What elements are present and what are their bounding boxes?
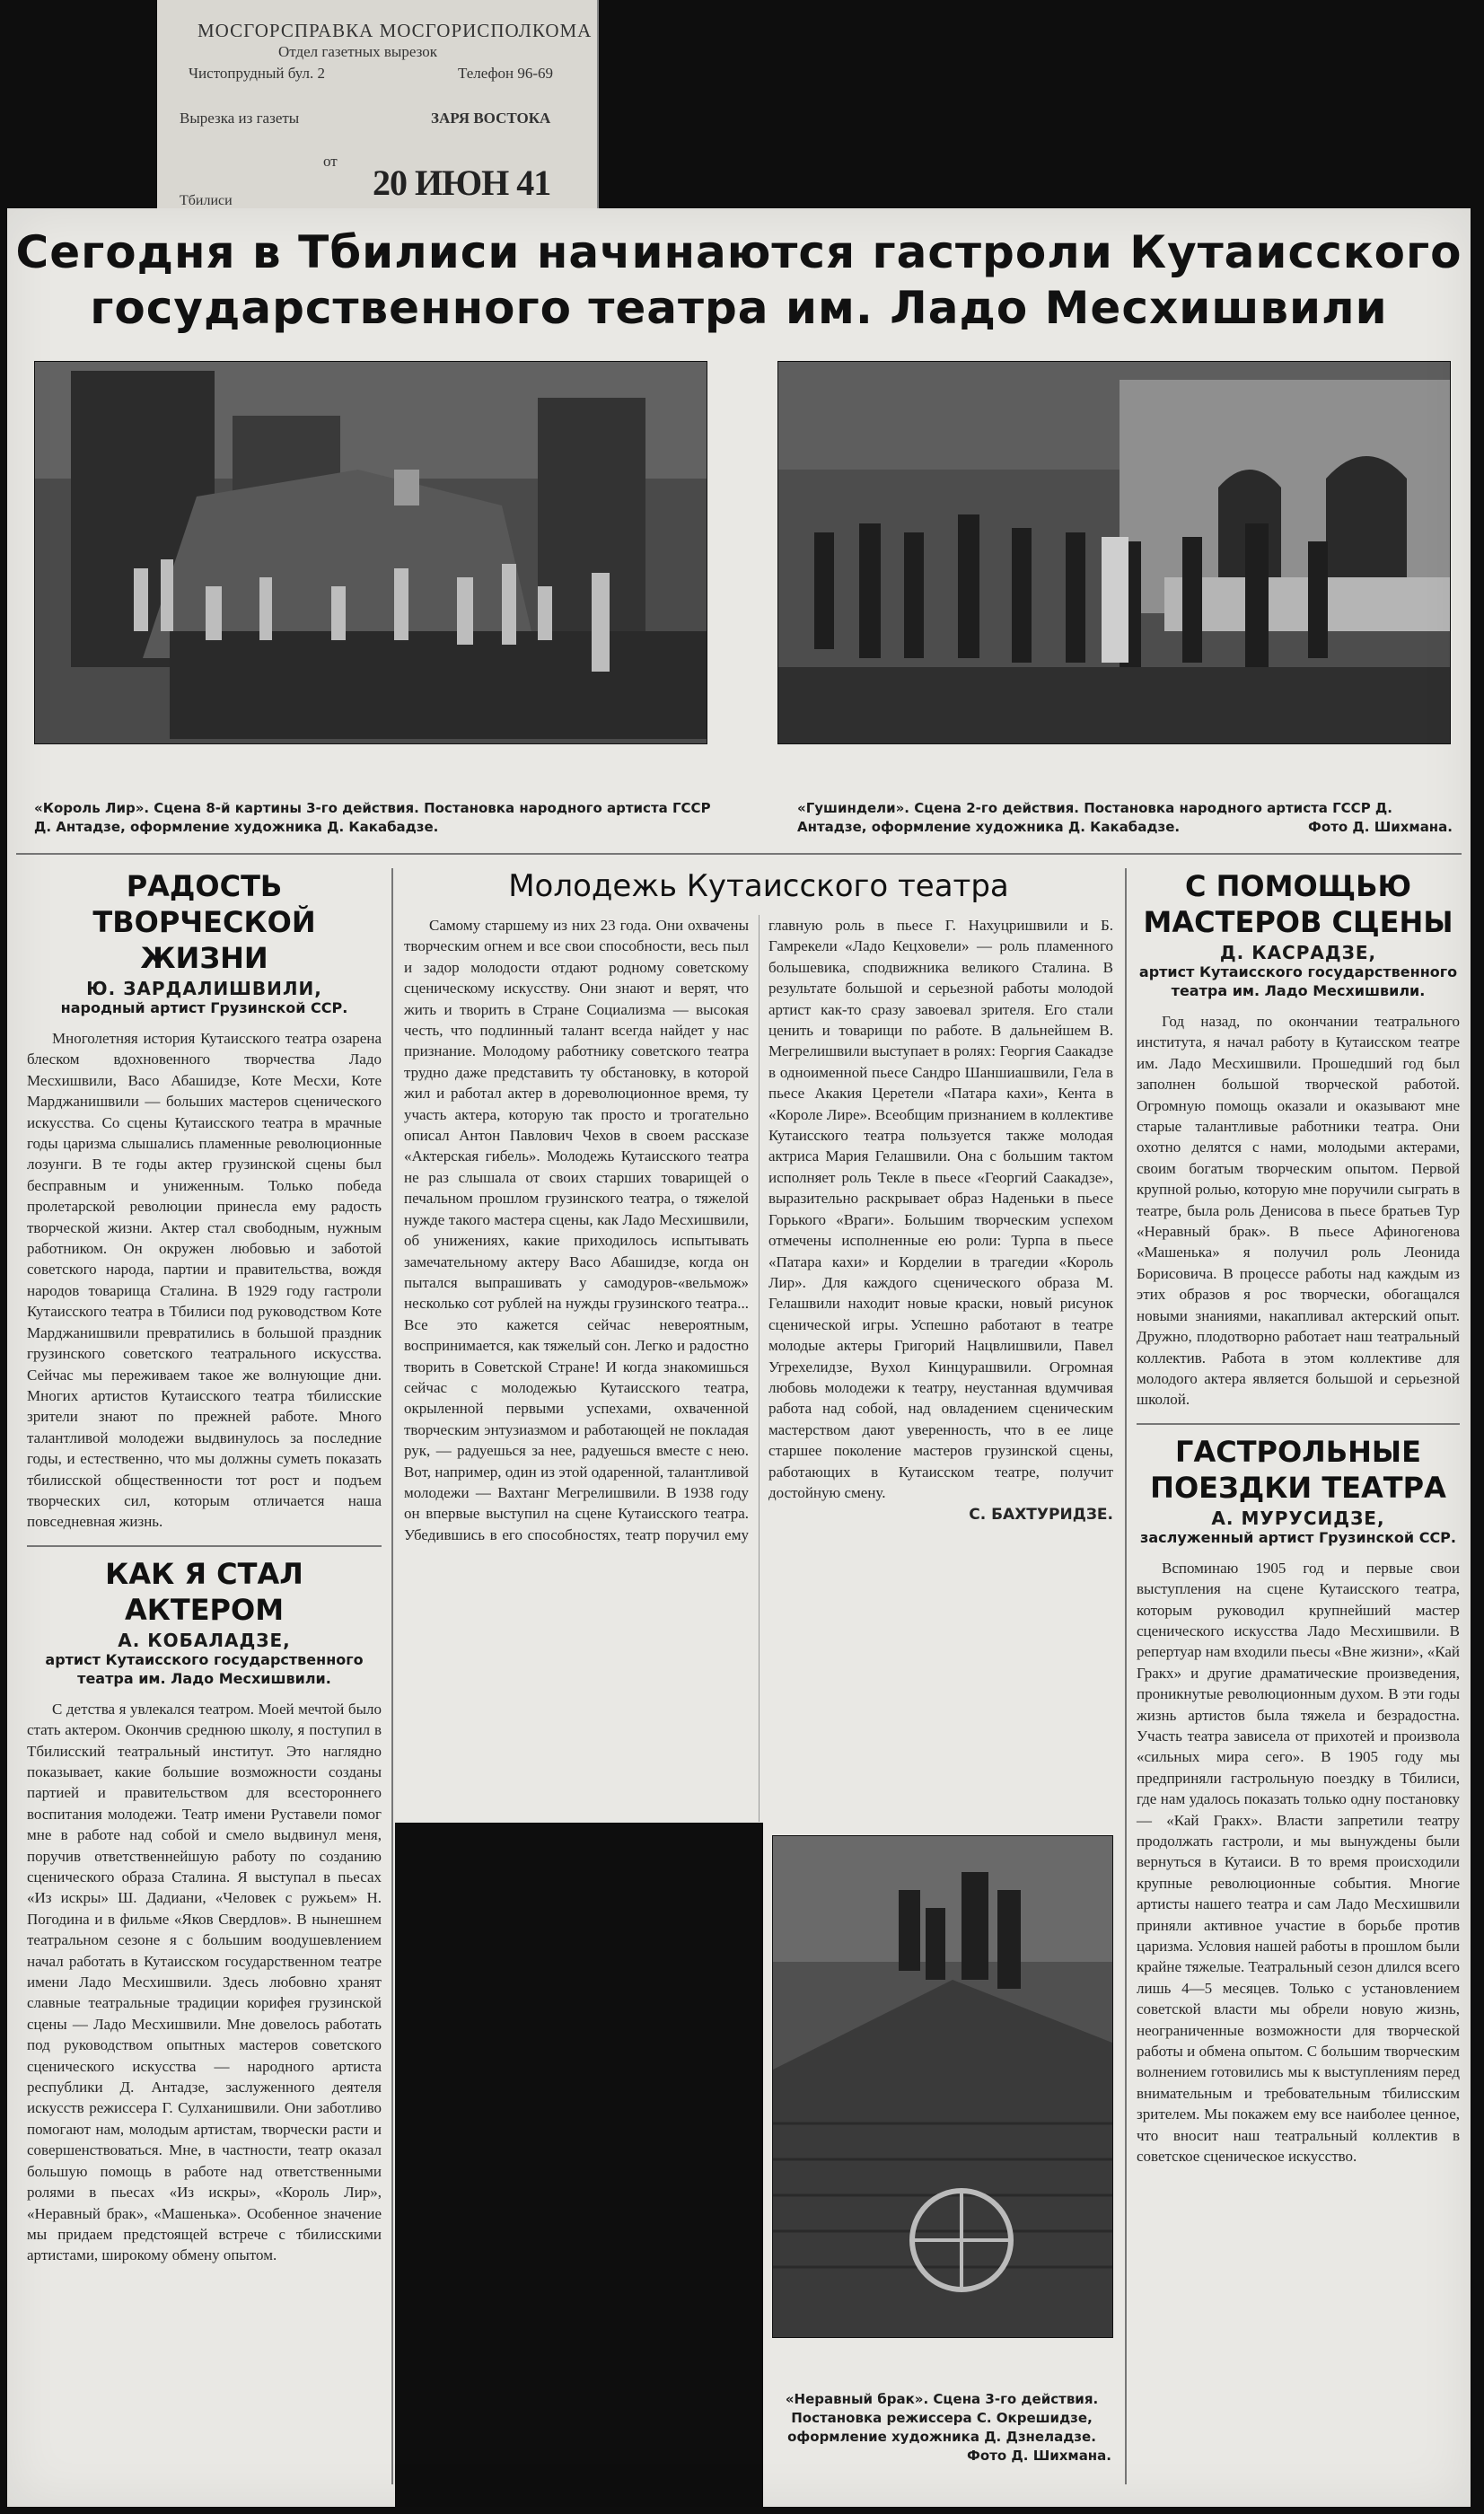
article2-title: КАК Я СТАЛ АКТЕРОМ	[105, 1556, 303, 1627]
stage-scene-cabin-illustration	[773, 1836, 1112, 2337]
caption-gushindeli-text: «Гушиндели». Сцена 2-го действия. Постановка народного артиста ГССР Д. Антадзе, оформление художника Д. Какабадзе.	[797, 800, 1392, 835]
stage-scene-house-illustration	[778, 362, 1450, 743]
missing-clipping-area	[395, 1823, 763, 2514]
caption-unequal-marriage	[772, 2390, 1111, 2466]
column-right	[1137, 868, 1460, 2167]
clipping-stamp	[157, 0, 599, 211]
article3-text: Самому старшему из них 23 года. Они охвачены творческим огнем и все свои способности, весь пыл и задор молодости отдают родному советскому сценическому искусству. Они знают и верят, что жить и творить в Стране Социализма — высокая честь, что подлинный талант всегда найдет у нас признание. Молодому работнику советского театра трудно даже представить ту обстановку, в которой жил и работал актер в дореволюционное время, ту участь актера, которую так просто и трогательно описал Антон Павлович Чехов в своем рассказе «Актерская гибель». Молодежь Кутаисского театра не раз слышала от своих старших товарищей о печальном прошлом грузинского театра, о тяжелой нужде такого мастера сцены, как Ладо Месхишвили, об унижениях, какие приходилось испытывать замечательному актеру Васо Абашидзе, когда он пытался выпрашивать у самодуров-«вельмож» несколько сот рублей на нужды грузинского театра... Все это кажется сейчас невероятным, воспринимается, как тяжелый сон. Легко и радостно творить в Советской Стране! И когда знакомишься сейчас с молодежью Кутаисского театра, окрыленной первыми успехами, охваченной творческим энтузиазмом и работающей не покладая рук, — радуешься за нее, радуешься вместе с нею. Вот, например, один из этой одаренной, талантливой молодежи — Вахтанг Мегрелишвили. В 1938 году он впервые выступил на сцене Кутаисского театра. Убедившись в его способностях, театр поручил ему главную роль в пьесе Г. Нахуцришвили и Б. Гамрекели «Ладо Кецховели» — роль пламенного большевика, сподвижника великого Сталина. В результате большой и серьезной работы молодой артист как-то сразу завоевал зрителя. Его стали ценить и товарищи по работе. В дальнейшем В. Мегрелишвили выступает в ролях: Георгия Саакадзе в одноименной пьесе Сандро Шаншиашвили, Гела в пьесе Акакия Церетели «Патара кахи», Кента в «Короле Лире». Всеобщим признанием в коллективе Кутаисского театра пользуется также молодая актриса Мария Гелашвили. Она с большим тактом исполняет роль Текле в пьесе «Георгий Саакадзе», выразительно раскрывает образ Наденьки в пьесе Горького «Враги». Большим творческим успехом отмечены исполненные ею роли: Турпа в пьесе «Патара кахи» и Корделии в трагедии «Король Лир». Для каждого сценического образа М. Гелашвили находит новые краски, новый рисунок сценической игры. Успешно работают в театре молодые актеры Григорий Нацвлишвили, Павел Угрехелидзе, Вухол Кинцурашвили. Огромная любовь молодежи к театру, неустанная вдумчивая работа над собой, над овладением сценическим мастерством дают уверенность, что в ее лице старшее поколение мастеров грузинской сцены, работающих в Кутаисском театре, получит достойную смену.	[404, 917, 1113, 1543]
article2-text: С детства я увлекался театром. Моей мечтой было стать актером. Окончив среднюю школу, я поступил в Тбилисский театральный институт. Это наглядно показывает, какие большие возможности созданы партией и правительством для всестороннего воспитания молодежи. Театр имени Руставели помог мне в работе над собой и смело выдвинул меня, поручив ответственнейшую работу по созданию сценического образа Сталина. Я выступал в пьесах «Из искры» Ш. Дадиани, «Человек с ружьем» Н. Погодина и в фильме «Яков Свердлов». В нынешнем театральном сезоне я с большим воодушевлением начал работать в Кутаисском государственном театре имени Ладо Месхишвили. Здесь любовно хранят славные театральные традиции корифея грузинской сцены — Ладо Месхишвили. Мне довелось работать под руководством опытных мастеров советского сценического искусства — народного артиста республики Д. Антадзе, заслуженного деятеля искусств режиссера Г. Сулханишвили. Они заботливо помогают нам, молодым артистам, творчески расти и совершенствоваться. Мне, в частности, театр оказал большую помощь в работе над ответственными ролями в пьесах «Из искры», «Король Лир», «Неравный брак», «Машенька». Особенное значение мы придаем предстоящей встрече с тбилисскими артистами, широкому обмену опытом.	[27, 1700, 382, 2264]
stamp-from-label: Вырезка из газеты	[180, 110, 300, 127]
stamp-org: МОСГОРСПРАВКА МОСГОРИСПОЛКОМА	[198, 20, 593, 41]
article5-byline	[1137, 1509, 1460, 1547]
column-middle	[404, 868, 1113, 1822]
article3-title: Молодежь Кутаисского театра	[508, 868, 1009, 904]
article1-title: РАДОСТЬ ТВОРЧЕСКОЙ ЖИЗНИ	[92, 869, 316, 975]
column-rule-2	[1125, 868, 1127, 2484]
stamp-date-label: от	[323, 153, 338, 170]
article2-author: А. КОБАЛАДЗЕ,	[118, 1629, 291, 1651]
photo-unequal-marriage	[772, 1835, 1113, 2338]
stamp-date: 20 ИЮН 41	[373, 163, 551, 203]
separator-left	[27, 1545, 382, 1547]
article1-text: Многолетняя история Кутаисского театра озарена блеском вдохновенного творчества Ладо Месхишвили, Васо Абашидзе, Коте Месхи, Коте Марджанишвили — больших мастеров сценического искусства. Со сцены Кутаисского театра в мрачные годы царизма слышались пламенные революционные лозунги. В те годы актер грузинской сцены был бесправным и униженным. Только победа пролетарской революции принесла ему радость творческой жизни. Актер стал свободным, нужным работником. Он окружен любовью и заботой советского народа, партии и правительства, вождя народов товарища Сталина. В 1929 году гастроли Кутаисского театра в Тбилиси под руководством Коте Марджанишвили превратились в большой праздник грузинского советского театрального искусства. Сейчас мы переживаем такое же волнующие дни. Многих артистов Кутаисского театра тбилисские зрители знают по прежней работе. Много талантливой молодежи выдвинулось за последние годы, и естественно, что мы должны суметь показать тбилисской общественности тот рост и подъем творческих сил, которым отличается наша повседневная жизнь.	[27, 1030, 382, 1531]
photo-gushindeli	[777, 361, 1451, 744]
article4-title: С ПОМОЩЬЮ МАСТЕРОВ СЦЕНЫ	[1143, 869, 1453, 939]
article2-author-title: артист Кутаисского государственного театра им. Ладо Месхишвили.	[45, 1650, 364, 1687]
article5-author-title: заслуженный артист Грузинской ССР.	[1140, 1528, 1456, 1546]
photo-king-lear	[34, 361, 707, 744]
article3-body	[404, 915, 1113, 1822]
stamp-city: Тбилиси	[180, 193, 233, 208]
article5-title: ГАСТРОЛЬНЫЕ ПОЕЗДКИ ТЕАТРА	[1150, 1434, 1446, 1505]
article4-body	[1137, 1011, 1460, 1411]
stamp-phone: Телефон 96-69	[458, 65, 554, 82]
stamp-newspaper: ЗАРЯ ВОСТОКА	[431, 110, 551, 127]
article1-author: Ю. ЗАРДАЛИШВИЛИ,	[86, 978, 322, 999]
separator-right	[1137, 1423, 1460, 1425]
article5-text: Вспоминаю 1905 год и первые свои выступления на сцене Кутаисского театра, которым руководил крупнейший мастер сценического искусства Ладо Месхишвили. В репертуар нам входили пьесы «Вне жизни», «Кай Гракх» и другие драматические произведения, проникнутые революционным духом. В эти годы жизнь артистов была тяжела и безрадостна. Участь театра зависела от прихотей и произвола «сильных мира сего». В 1905 году мы предприняли гастрольную поездку в Тбилиси, где нам удалось показать только одну постановку — «Кай Гракх». Власти запретили театру продолжать гастроли, и мы вынуждены были вернуться в Кутаиси. В то время происходили крупные революционные события. Многие артисты нашего театра и сам Ладо Месхишвили приняли активное участие в борьбе против царизма. Условия нашей работы в прошлом были крайне тяжелые. Театральный сезон длился всего лишь 4—5 месяцев. Только с установлением советской власти мы обрели новую жизнь, неограниченные возможности для творческой работы и обмена опытом. С большим творческим волнением готовились мы к выступлениям перед внимательным и требовательным тбилисским зрителем. Мы покажем ему все наиболее ценное, что вносит наш театральный коллектив в советское сценическое искусство.	[1137, 1559, 1460, 2166]
headline-line-1: Сегодня в Тбилиси начинаются гастроли Кутаисского	[15, 226, 1462, 278]
caption-gushindeli	[797, 799, 1453, 837]
article5-body	[1137, 1558, 1460, 2167]
stamp-address: Чистопрудный бул. 2	[189, 65, 325, 82]
article4-text: Год назад, по окончании театрального института, я начал работу в Кутаисском театре им. Ладо Месхишвили. Прошедший год был заполнен большой творческой работой. Огромную помощь оказали и оказывают мне старые талантливые работники театра. Они охотно делятся с нами, молодыми актерами, своим богатым творческим опытом. Первой крупной ролью, которую мне поручили сыграть в театре, была роль Денисова в пьесе братьев Тур «Неравный брак». В пьесе Афиногенова «Машенька» я получил роль Леонида Борисовича. В процессе работы над каждым из этих образов я рос творчески, обогащался новыми знаниями, накапливал актерский опыт. Дружно, плодотворно работает наш театральный коллектив. Работа в этом коллективе для молодого актера является большой и серьезной школой.	[1137, 1013, 1460, 1409]
article1-body	[27, 1028, 382, 1533]
photo-credit-gushindeli: Фото Д. Шихмана.	[1308, 819, 1453, 835]
separator-top	[16, 853, 1462, 855]
caption-king-lear: «Король Лир». Сцена 8-й картины 3-го действия. Постановка народного артиста ГССР Д. Антадзе, оформление художника Д. Какабадзе.	[34, 800, 711, 835]
article4-author: Д. КАСРАДЗЕ,	[1219, 942, 1377, 963]
photo-credit-unequal-marriage: Фото Д. Шихмана.	[967, 2448, 1111, 2464]
newspaper-clipping	[7, 208, 1471, 2507]
article1-byline	[27, 980, 382, 1017]
article2-byline	[27, 1631, 382, 1688]
article2-body	[27, 1699, 382, 2266]
article3-signature: С. БАХТУРИДЗЕ.	[969, 1506, 1113, 1525]
stage-scene-castle-illustration	[35, 362, 707, 743]
column-left	[27, 868, 382, 2266]
article4-author-title: артист Кутаисского государственного театра им. Ладо Месхишвили.	[1138, 963, 1458, 999]
article5-author: А. МУРУСИДЗЕ,	[1211, 1507, 1385, 1529]
caption-unequal-marriage-text: «Неравный брак». Сцена 3-го действия. Постановка режиссера С. Окрешидзе, оформление художника Д. Дзнеладзе.	[785, 2391, 1099, 2445]
headline-line-2: государственного театра им. Ладо Месхишвили	[90, 282, 1388, 334]
column-rule-1	[391, 868, 393, 2484]
headline	[7, 224, 1471, 336]
article1-author-title: народный артист Грузинской ССР.	[60, 999, 348, 1016]
article4-byline	[1137, 944, 1460, 1000]
stamp-dept: Отдел газетных вырезок	[278, 43, 437, 60]
